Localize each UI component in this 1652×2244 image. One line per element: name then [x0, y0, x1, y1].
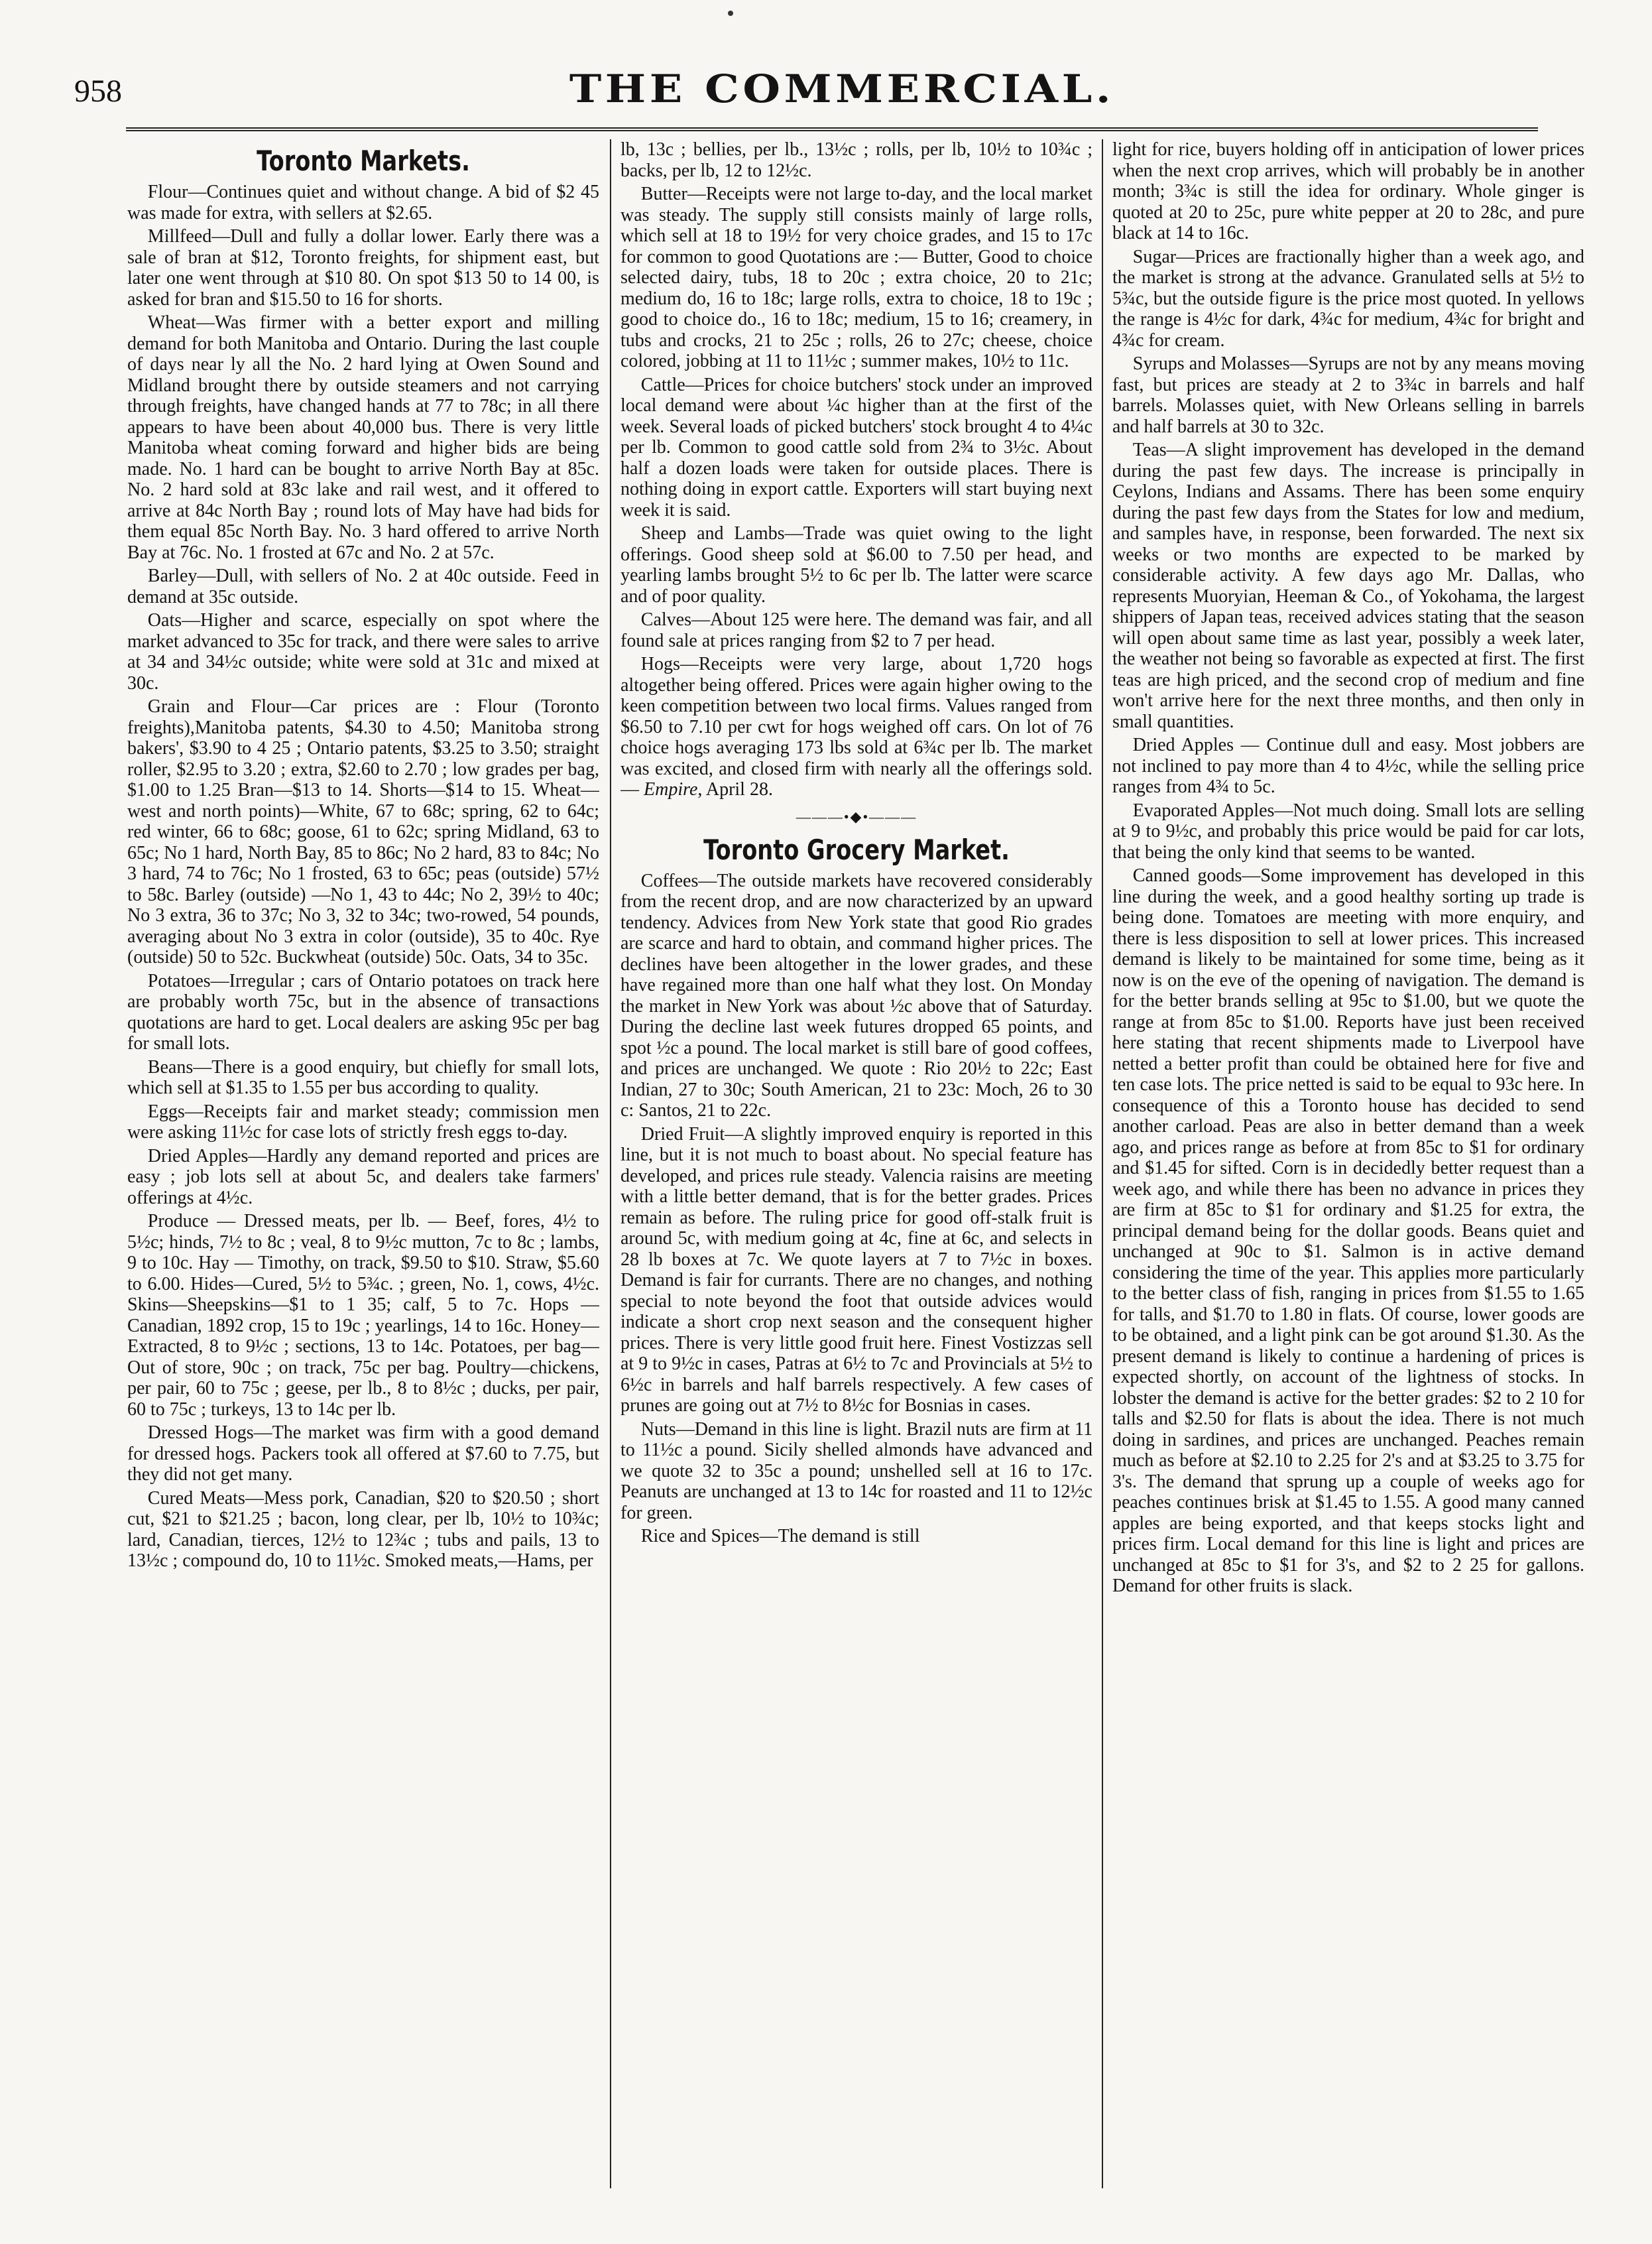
- source-citation: Empire: [644, 779, 698, 800]
- paragraph-cattle: Cattle—Prices for choice butchers' stock under an improved local demand were about ¼c higher than at the first of the week. Several loads of picked butchers' stock brought 4 to 4¼c per lb. Common to good cattle sold from 2¾ to 3½c. About half a dozen loads were taken for outside places. There is nothing doing in export cattle. Exporters will start buying next week it is said.: [620, 374, 1092, 521]
- source-date: , April 28.: [697, 779, 773, 800]
- masthead: THE COMMERCIAL.: [569, 66, 1115, 111]
- paragraph-sugar: Sugar—Prices are fractionally higher than a week ago, and the market is strong at the advance. Granulated sells at 5½ to 5¾c, but the outside figure is the price most quoted. In yellows the range is 4½c for dark, 4¾c for medium, 4¾c for bright and 4¾c for cream.: [1112, 246, 1584, 351]
- column-2: [620, 139, 1092, 2202]
- paragraph-teas: Teas—A slight improvement has developed in the demand during the past few days. The increase is principally in Ceylons, Indians and Assams. There has been some enquiry during the past few days from the States for low and medium, and samples have, in response, been forwarded. The next six weeks or two months are expected to be marked by considerable activity. A few days ago Mr. Dallas, who represents Muoryian, Heeman & Co., of Yokohama, the largest shippers of Japan teas, received advices stating that the season will open about same time as last year, possibly a week later, the weather not being so favorable as expected at first. The first teas are high priced, and the second crop of medium and fine won't arrive here for the next three months, and then only in small quantities.: [1112, 440, 1584, 732]
- paragraph-canned-goods: Canned goods—Some improvement has developed in this line during the week, and a good healthy sorting up trade is being done. Tomatoes are meeting with more enquiry, and there is less disposition to sell at lower prices. This increased demand is likely to be maintained for some time, being as it now is on the eve of the opening of navigation. The demand is for the better brands selling at 95c to $1.00, but we quote the range at from 85c to $1.00. Reports have just been received here stating that recent shipments made to Liverpool have netted a better profit than could be obtained here for five and ten case lots. The price netted is said to be equal to 93c here. In consequence of this a Toronto house has decided to send another carload. Peas are also in better demand than a week ago, and prices range as before at from 85c to $1 for ordinary and $1.45 for sifted. Corn is in decidedly better request than a week ago, and while there has been no advance in prices they are firm at 85c to $1 for ordinary and $1.25 for extra, the principal demand being for the dollar goods. Beans quiet and unchanged at 90c to $1. Salmon is in active demand considering the time of the year. This applies more particularly to the better class of fish, ranging in prices from $1.55 to 1.65 for talls, and $1.70 to 1.80 in flats. Of course, lower goods are to be obtained, and a light pink can be got around $1.30. As the present demand is likely to continue a hardening of prices is expected shortly, on account of the lightness of stocks. In lobster the demand is active for the better grades: $2 to 2 10 for talls and $2.50 for flats is about the idea. There is not much doing in sardines, and prices are unchanged. Peaches remain much as before at $2.10 to 2.25 for 2's and at $3.25 to 3.75 for 3's. The demand that sprung up a couple of weeks ago for peaches continues brisk at $1.45 to 1.55. A good many canned apples are being exported, and that keeps stocks light and prices firm. Local demand for this line is light and prices are unchanged at 85c to $1 for 3's, and $2 to 2 25 for gallons. Demand for other fruits is slack.: [1112, 865, 1584, 1596]
- top-dot: [728, 11, 733, 16]
- paragraph-butter: Butter—Receipts were not large to-day, and the local market was steady. The supply still consists mainly of large rolls, which sell at 18 to 19½ for very choice grades, and 15 to 17c for common to good Quotations are :— Butter, Good to choice selected dairy, tubs, 18 to 20c ; extra choice, 20 to 21c; medium do, 16 to 18c; large rolls, extra to choice, 18 to 19c ; good to choice do., 16 to 18c; medium, 15 to 16; creamery, in tubs and crocks, 21 to 25c ; rolls, 26 to 27c; cheese, choice colored, jobbing at 11 to 11½c ; summer makes, 10½ to 11c.: [620, 184, 1092, 371]
- paragraph-eggs: Eggs—Receipts fair and market steady; commission men were asking 11½c for case lots of strictly fresh eggs to-day.: [127, 1101, 599, 1143]
- paragraph-rice-continued: light for rice, buyers holding off in anticipation of lower prices when the next crop arrives, which will probably be in another month; 3¾c is still the idea for ordinary. Whole ginger is quoted at 20 to 25c, pure white pepper at 20 to 28c, and pure black at 14 to 16c.: [1112, 139, 1584, 243]
- paragraph-oats: Oats—Higher and scarce, especially on spot where the market advanced to 35c for track, and there were sales to arrive at 34 and 34½c outside; white were sold at 31c and mixed at 30c.: [127, 610, 599, 694]
- paragraph-coffees: Coffees—The outside markets have recovered considerably from the recent drop, and are now characterized by an upward tendency. Advices from New York state that good Rio grades are scarce and hard to obtain, and command higher prices. The declines have been altogether in the lower grades, and these have regained more than one half what they lost. On Monday the market in New York was about ½c above that of Saturday. During the decline last week futures dropped 65 points, and spot ½c a pound. The local market is still bare of good coffees, and prices are unchanged. We quote : Rio 20½ to 22c; East Indian, 27 to 30c; South American, 21 to 23c: Moch, 26 to 30 c: Santos, 21 to 22c.: [620, 870, 1092, 1121]
- paragraph-grain-and-flour: Grain and Flour—Car prices are : Flour (Toronto freights),Manitoba patents, $4.30 to 4.50; Manitoba strong bakers', $3.90 to 4 25 ; Ontario patents, $3.25 to 3.50; straight roller, $2.95 to 3.20 ; extra, $2.60 to 2.70 ; low grades per bag, $1.00 to 1.25 Bran—$13 to 14. Shorts—$14 to 15. Wheat—west and north points)—White, 67 to 68c; spring, 62 to 64c; red winter, 66 to 68c; goose, 61 to 62c; spring Midland, 63 to 65c; No 1 hard, North Bay, 85 to 86c; No 2 hard, 83 to 84c; No 3 hard, 74 to 76c; No 1 frosted, 63 to 65c; peas (outside) 57½ to 58c. Barley (outside) —No 1, 43 to 44c; No 2, 39½ to 40c; No 3 extra, 36 to 37c; No 3, 32 to 34c; two-rowed, 54 pounds, averaging about No 3 extra in color (outside), 35 to 40c. Rye (outside) 50 to 52c. Buckwheat (outside) 50c. Oats, 34 to 35c.: [127, 696, 599, 967]
- page-number: 958: [74, 74, 122, 109]
- paragraph-wheat: Wheat—Was firmer with a better export and milling demand for both Manitoba and Ontario. During the last couple of days near ly all the No. 2 hard lying at Owen Sound and Midland brought there by outside steamers and not carrying through freights, have changed hands at 77 to 78c; in all there appears to have been about 40,000 bus. There is very little Manitoba wheat coming forward and higher bids are being made. No. 1 hard can be bought to arrive North Bay at 85c. No. 2 hard sold at 83c lake and rail west, and it offered to arrive at 84c North Bay ; round lots of May have had bids for them equal 85c North Bay. No. 3 hard offered to arrive North Bay at 76c. No. 1 frosted at 67c and No. 2 at 57c.: [127, 312, 599, 563]
- paragraph-millfeed: Millfeed—Dull and fully a dollar lower. Early there was a sale of bran at $12, Toronto freights, for shipment east, but later one went through at $10 80. On spot $13 50 to 14 00, is asked for bran and $15.50 to 16 for shorts.: [127, 226, 599, 310]
- paragraph-calves: Calves—About 125 were here. The demand was fair, and all found sale at prices ranging from $2 to 7 per head.: [620, 609, 1092, 651]
- paragraph-evaporated-apples: Evaporated Apples—Not much doing. Small lots are selling at 9 to 9½c, and probably this price would be paid for car lots, that being the only kind that seems to be wanted.: [1112, 800, 1584, 863]
- paragraph-cured-meats: Cured Meats—Mess pork, Canadian, $20 to $20.50 ; short cut, $21 to $21.25 ; bacon, long clear, per lb, 10½ to 10¾c; lard, Canadian, tierces, 12½ to 12¾c ; tubs and pails, 13 to 13½c ; compound do, 10 to 11½c. Smoked meats,—Hams, per: [127, 1487, 599, 1571]
- paragraph-nuts: Nuts—Demand in this line is light. Brazil nuts are firm at 11 to 11½c a pound. Sicily shelled almonds have advanced and we quote 32 to 35c a pound; unshelled sell at 16 to 17c. Peanuts are unchanged at 13 to 14c for roasted and 11 to 12½c for green.: [620, 1418, 1092, 1523]
- paragraph-barley: Barley—Dull, with sellers of No. 2 at 40c outside. Feed in demand at 35c outside.: [127, 566, 599, 607]
- paragraph-potatoes: Potatoes—Irregular ; cars of Ontario potatoes on track here are probably worth 75c, but in the absence of transactions quotations are hard to get. Local dealers are asking 95c per bag for small lots.: [127, 970, 599, 1054]
- paragraph-rice-and-spices: Rice and Spices—The demand is still: [640, 1526, 920, 1546]
- article-title-grocery-market: Toronto Grocery Market.: [703, 833, 1010, 866]
- paragraph-dried-fruit: Dried Fruit—A slightly improved enquiry is reported in this line, but it is not much to boast about. No special feature has developed, and prices rule steady. Valencia raisins are meeting with a little better demand, that is for the better grades. Prices remain as before. The ruling price for good off-stalk fruit is around 5c, with medium going at 4c, fine at 6c, and selects in 28 lb boxes at 7c. We quote layers at 7 to 7½c in boxes. Demand is fair for currants. There are no changes, and nothing special to note beyond the foot that outside advices would indicate a short crop next season and the consequent higher prices. There is very little good fruit here. Finest Vostizzas sell at 9 to 9½c in cases, Patras at 6½ to 7c and Provincials at 5½ to 6½c in barrels and half barrels respectively. A few cases of prunes are going out at 7½ to 8½c for Bosnias in cases.: [620, 1123, 1092, 1416]
- column-3: [1112, 139, 1584, 2202]
- paragraph-flour: Flour—Continues quiet and without change. A bid of $2 45 was made for extra, with sellers at $2.65.: [127, 182, 599, 223]
- article-title-toronto-markets: Toronto Markets.: [257, 145, 470, 177]
- paragraph-produce: Produce — Dressed meats, per lb. — Beef, fores, 4½ to 5½c; hinds, 7½ to 8c ; veal, 8 to 9½c mutton, 7c to 8c ; lambs, 9 to 10c. Hay — Timothy, on track, $9.50 to $10. Straw, $5.60 to 6.00. Hides—Cured, 5½ to 5¾c. ; green, No. 1, cows, 4½c. Skins—Sheepskins—$1 to 1 35; calf, 5 to 7c. Hops —Canadian, 1892 crop, 15 to 19c ; yearlings, 14 to 16c. Honey—Extracted, 8 to 9½c ; sections, 13 to 14c. Potatoes, per bag—Out of store, 90c ; on track, 75c per bag. Poultry—chickens, per pair, 60 to 75c ; geese, per lb., 8 to 8½c ; ducks, per pair, 60 to 75c ; turkeys, 13 to 14c per lb.: [127, 1211, 599, 1420]
- paragraph-syrups-and-molasses: Syrups and Molasses—Syrups are not by any means moving fast, but prices are steady at 2 to 3¾c in barrels and half barrels. Molasses quiet, with New Orleans selling in barrels and half barrels at 30 to 32c.: [1112, 353, 1584, 437]
- paragraph-dried-apples: Dried Apples—Hardly any demand reported and prices are easy ; job lots sell at about 5c, and dealers take farmers' offerings at 4½c.: [127, 1145, 599, 1208]
- paragraph-beans: Beans—There is a good enquiry, but chiefly for small lots, which sell at $1.35 to 1.55 per bus according to quality.: [127, 1056, 599, 1098]
- paragraph-dressed-hogs: Dressed Hogs—The market was firm with a good demand for dressed hogs. Packers took all offered at $7.60 to 7.75, but they did not get many.: [127, 1422, 599, 1485]
- hogs-text: Hogs—Receipts were very large, about 1,720 hogs altogether being offered. Prices were again higher owing to the keen competition between two local firms. Values ranged from $6.50 to 7.10 per cwt for hogs weighed off cars. On lot of 76 choice hogs averaging 173 lbs sold at 6¾c per lb. The market was excited, and closed firm with nearly all the offerings sold.—: [620, 654, 1092, 800]
- header-rule: [126, 127, 1538, 131]
- paragraph-hogs: [620, 654, 1092, 800]
- paragraph-meats-continued: lb, 13c ; bellies, per lb., 13½c ; rolls, per lb, 10½ to 10¾c ; backs, per lb, 12 to 12½c.: [620, 139, 1092, 181]
- section-divider: ———•◆•———: [796, 808, 917, 825]
- column-1: [127, 139, 599, 2202]
- column-rule: [610, 139, 611, 2188]
- column-rule: [1102, 139, 1103, 2188]
- paragraph-sheep-and-lambs: Sheep and Lambs—Trade was quiet owing to the light offerings. Good sheep sold at $6.00 to 7.50 per head, and yearling lambs brought 5½ to 6c per lb. The latter were scarce and of poor quality.: [620, 523, 1092, 607]
- paragraph-dried-apples-grocery: Dried Apples — Continue dull and easy. Most jobbers are not inclined to pay more than 4 to 4½c, while the selling price ranges from 4¾ to 5c.: [1112, 735, 1584, 797]
